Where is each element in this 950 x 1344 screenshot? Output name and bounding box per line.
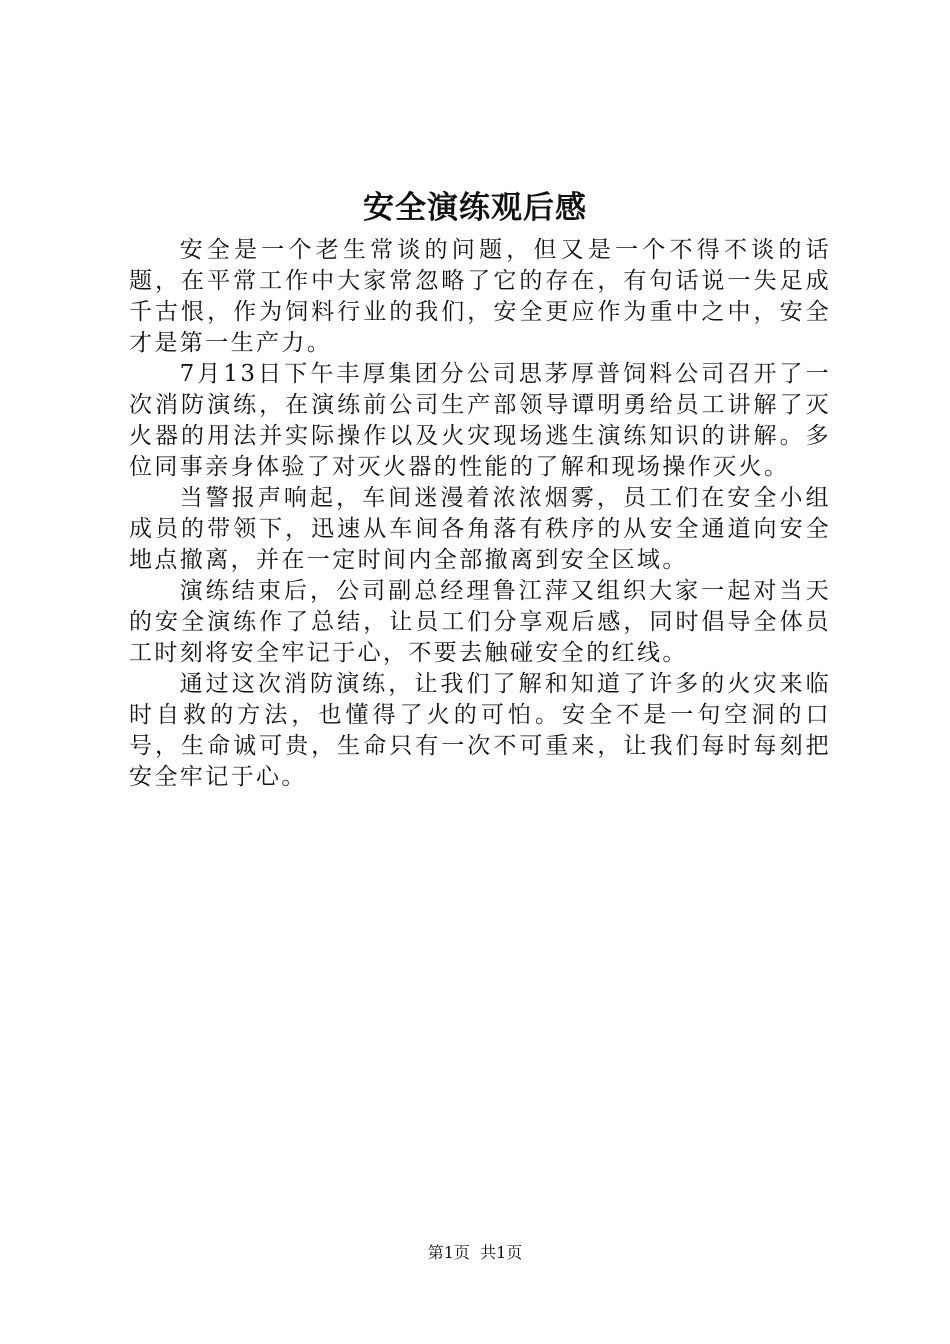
document-title: 安全演练观后感 — [363, 190, 587, 226]
page-footer: 第1页 共1页 — [427, 1243, 523, 1262]
document-body — [129, 235, 831, 793]
paragraph-3: 当警报声响起，车间迷漫着浓浓烟雾，员工们在安全小组成员的带领下，迅速从车间各角落有秩序的从安全通道向安全地点撤离，并在一定时间内全部撤离到安全区域。 — [129, 485, 831, 573]
paragraph-2: 7月13日下午丰厚集团分公司思茅厚普饲料公司召开了一次消防演练，在演练前公司生产部领导谭明勇给员工讲解了灭火器的用法并实际操作以及火灾现场逃生演练知识的讲解。多位同事亲身体验了对灭火器的性能的了解和现场操作灭火。 — [129, 361, 831, 480]
paragraph-1: 安全是一个老生常谈的问题，但又是一个不得不谈的话题，在平常工作中大家常忽略了它的存在，有句话说一失足成千古恨，作为饲料行业的我们，安全更应作为重中之中，安全才是第一生产力。 — [129, 237, 831, 356]
paragraph-4: 演练结束后，公司副总经理鲁江萍又组织大家一起对当天的安全演练作了总结，让员工们分享观后感，同时倡导全体员工时刻将安全牢记于心，不要去触碰安全的红线。 — [129, 578, 831, 666]
paragraph-5: 通过这次消防演练，让我们了解和知道了许多的火灾来临时自救的方法，也懂得了火的可怕。安全不是一句空洞的口号，生命诚可贵，生命只有一次不可重来，让我们每时每刻把安全牢记于心。 — [129, 671, 831, 790]
